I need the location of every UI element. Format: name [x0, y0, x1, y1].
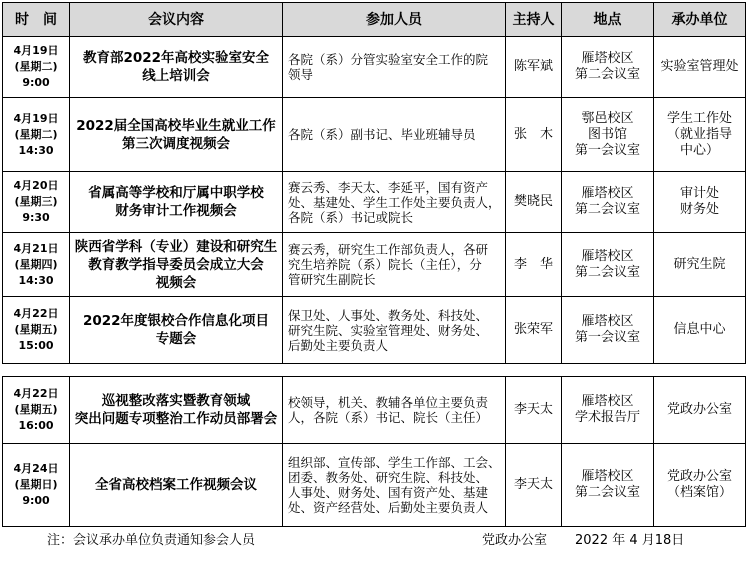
participants-cell — [283, 444, 506, 527]
location-line: 雁塔校区 — [581, 314, 634, 329]
organizer-line: 党政办公室 — [666, 469, 732, 484]
meeting-line: 教育部2022年高校实验室安全 — [82, 50, 270, 66]
footer-office: 党政办公室 — [482, 533, 548, 548]
weekday-text: (星期二) — [14, 60, 58, 73]
location-cell — [562, 444, 654, 527]
header-participants: 参加人员 — [283, 3, 506, 37]
participants-line: 团委、教务处、研究生院、科技处、 — [288, 470, 489, 485]
participants-line: 人，各院（系）书记、院长（主任） — [288, 410, 489, 425]
header-host: 主持人 — [506, 3, 562, 37]
time-text: 9:00 — [22, 76, 50, 89]
host-cell: 李天太 — [506, 444, 562, 527]
table-row — [3, 37, 746, 98]
participants-line: 校领导，机关、教辅各单位主要负责 — [288, 395, 489, 410]
time-cell — [3, 377, 70, 444]
time-text: 16:00 — [18, 419, 54, 432]
date-text: 4月19日 — [13, 44, 59, 57]
meeting-line: 2022届全国高校毕业生就业工作 — [76, 117, 276, 134]
header-organizer: 承办单位 — [654, 3, 746, 37]
schedule-table — [2, 2, 746, 364]
organizer-line: 实验室管理处 — [660, 59, 739, 74]
location-cell — [562, 233, 654, 297]
meeting-line: 教育教学指导委员会成立大会 — [88, 256, 264, 273]
date-text: 4月20日 — [13, 179, 59, 192]
host-cell: 李 华 — [506, 233, 562, 297]
participants-line: 赛云秀、李天太、李延平，国有资产 — [288, 179, 489, 195]
time-cell — [3, 233, 70, 297]
time-cell — [3, 172, 70, 233]
participants-cell — [283, 37, 506, 98]
participants-line: 人事处、财务处、国有资产处、基建 — [288, 485, 489, 500]
meeting-cell — [70, 377, 283, 444]
organizer-line: 财务处 — [679, 202, 719, 217]
time-cell — [3, 98, 70, 172]
participants-line: 处、基建处、学生工作处主要负责人， — [288, 194, 501, 210]
meeting-line: 专题会 — [155, 331, 197, 347]
table-row — [3, 98, 746, 172]
host-cell: 张荣军 — [506, 297, 562, 364]
host-cell: 樊晓民 — [506, 172, 562, 233]
meeting-line: 2022年度银校合作信息化项目 — [82, 313, 270, 329]
weekday-text: (星期四) — [14, 257, 58, 271]
meeting-line: 陕西省学科（专业）建设和研究生 — [74, 238, 278, 255]
location-line: 雁塔校区 — [581, 186, 634, 201]
weekday-text: (星期三) — [14, 195, 58, 208]
header-location: 地点 — [562, 3, 654, 37]
location-line: 第一会议室 — [574, 330, 640, 345]
weekday-text: (星期五) — [14, 403, 58, 416]
participants-line: 研究生院、实验室管理处、财务处、 — [288, 322, 489, 338]
location-line: 第二会议室 — [574, 202, 640, 217]
participants-line: 处、资产经营处、后勤处主要负责人 — [288, 500, 489, 515]
table-row — [3, 377, 746, 444]
meeting-line: 视频会 — [155, 274, 197, 291]
host-cell: 张 木 — [506, 98, 562, 172]
organizer-cell — [654, 297, 746, 364]
time-text: 9:00 — [22, 494, 50, 507]
weekday-text: (星期日) — [14, 478, 58, 491]
meeting-cell — [70, 233, 283, 297]
meeting-line: 线上培训会 — [142, 68, 210, 84]
organizer-line: 审计处 — [679, 186, 719, 201]
header-meeting: 会议内容 — [70, 3, 283, 37]
organizer-line: 信息中心 — [673, 322, 726, 337]
date-text: 4月22日 — [13, 307, 59, 320]
location-line: 雁塔校区 — [581, 51, 634, 66]
participants-line: 领导 — [288, 67, 314, 82]
meeting-cell — [70, 297, 283, 364]
organizer-line: 学生工作处 — [666, 110, 732, 126]
table-row — [3, 233, 746, 297]
location-cell — [562, 297, 654, 364]
organizer-line: 党政办公室 — [666, 402, 732, 417]
date-text: 4月21日 — [13, 241, 59, 255]
meeting-line: 第三次调度视频会 — [122, 135, 230, 152]
organizer-line: （就业指导 — [666, 126, 732, 142]
participants-line: 各院（系）分管实验室安全工作的院 — [288, 52, 489, 67]
participants-cell — [283, 172, 506, 233]
organizer-line: 中心） — [679, 142, 719, 158]
meeting-line: 巡视整改落实暨教育领域 — [101, 393, 251, 409]
participants-cell — [283, 233, 506, 297]
meeting-line: 全省高校档案工作视频会议 — [95, 477, 257, 493]
time-cell — [3, 444, 70, 527]
location-line: 第一会议室 — [574, 142, 640, 158]
time-cell — [3, 297, 70, 364]
table-row — [3, 297, 746, 364]
meeting-cell — [70, 444, 283, 527]
time-text: 15:00 — [18, 339, 54, 352]
location-cell — [562, 98, 654, 172]
weekday-text: (星期五) — [14, 323, 58, 336]
organizer-line: 研究生院 — [673, 256, 726, 272]
meeting-line: 突出问题专项整治工作动员部署会 — [74, 411, 278, 427]
location-line: 第二会议室 — [574, 67, 640, 82]
date-text: 4月24日 — [13, 462, 59, 475]
organizer-cell — [654, 172, 746, 233]
location-line: 图书馆 — [587, 126, 627, 142]
location-line: 第二会议室 — [574, 264, 640, 280]
date-text: 4月19日 — [13, 111, 59, 125]
time-text: 9:30 — [22, 211, 50, 224]
footer-note: 注：会议承办单位负责通知参会人员 — [47, 533, 256, 548]
participants-line: 管研究生副院长 — [288, 272, 376, 287]
participants-line: 组织部、宣传部、学生工作部、工会、 — [288, 455, 501, 470]
participants-cell — [283, 297, 506, 364]
participants-line: 后勤处主要负责人 — [288, 337, 389, 353]
participants-cell — [283, 98, 506, 172]
location-line: 雁塔校区 — [581, 394, 634, 409]
time-cell — [3, 37, 70, 98]
participants-line: 各院（系）书记或院长 — [288, 209, 414, 225]
participants-line: 各院（系）副书记、毕业班辅导员 — [288, 127, 476, 142]
table-header-row — [3, 3, 746, 37]
organizer-cell — [654, 98, 746, 172]
meeting-line: 省属高等学校和厅属中职学校 — [88, 185, 264, 201]
location-cell — [562, 172, 654, 233]
location-line: 鄠邑校区 — [581, 110, 634, 126]
meeting-cell — [70, 37, 283, 98]
schedule-table-continued — [2, 376, 746, 527]
host-cell: 陈军斌 — [506, 37, 562, 98]
header-time: 时 间 — [3, 3, 70, 37]
time-text: 14:30 — [18, 273, 54, 287]
meeting-line: 财务审计工作视频会 — [115, 203, 237, 219]
location-line: 雁塔校区 — [581, 248, 634, 264]
host-cell: 李天太 — [506, 377, 562, 444]
table-row — [3, 444, 746, 527]
location-line: 雁塔校区 — [581, 469, 634, 484]
organizer-line: （档案馆） — [666, 485, 732, 500]
location-cell — [562, 37, 654, 98]
meeting-cell — [70, 98, 283, 172]
time-text: 14:30 — [18, 143, 54, 157]
location-line: 第二会议室 — [574, 485, 640, 500]
footer-date: 2022 年 4 月18日 — [575, 533, 685, 548]
participants-line: 保卫处、人事处、教务处、科技处、 — [288, 307, 489, 323]
location-line: 学术报告厅 — [574, 410, 640, 425]
organizer-cell — [654, 233, 746, 297]
table-row — [3, 172, 746, 233]
participants-cell — [283, 377, 506, 444]
participants-line: 赛云秀，研究生工作部负责人，各研 — [288, 242, 489, 257]
participants-line: 究生培养院（系）院长（主任），分 — [288, 257, 482, 272]
organizer-cell — [654, 37, 746, 98]
organizer-cell — [654, 444, 746, 527]
date-text: 4月22日 — [13, 387, 59, 400]
location-cell — [562, 377, 654, 444]
weekday-text: (星期二) — [14, 127, 58, 141]
organizer-cell — [654, 377, 746, 444]
meeting-cell — [70, 172, 283, 233]
